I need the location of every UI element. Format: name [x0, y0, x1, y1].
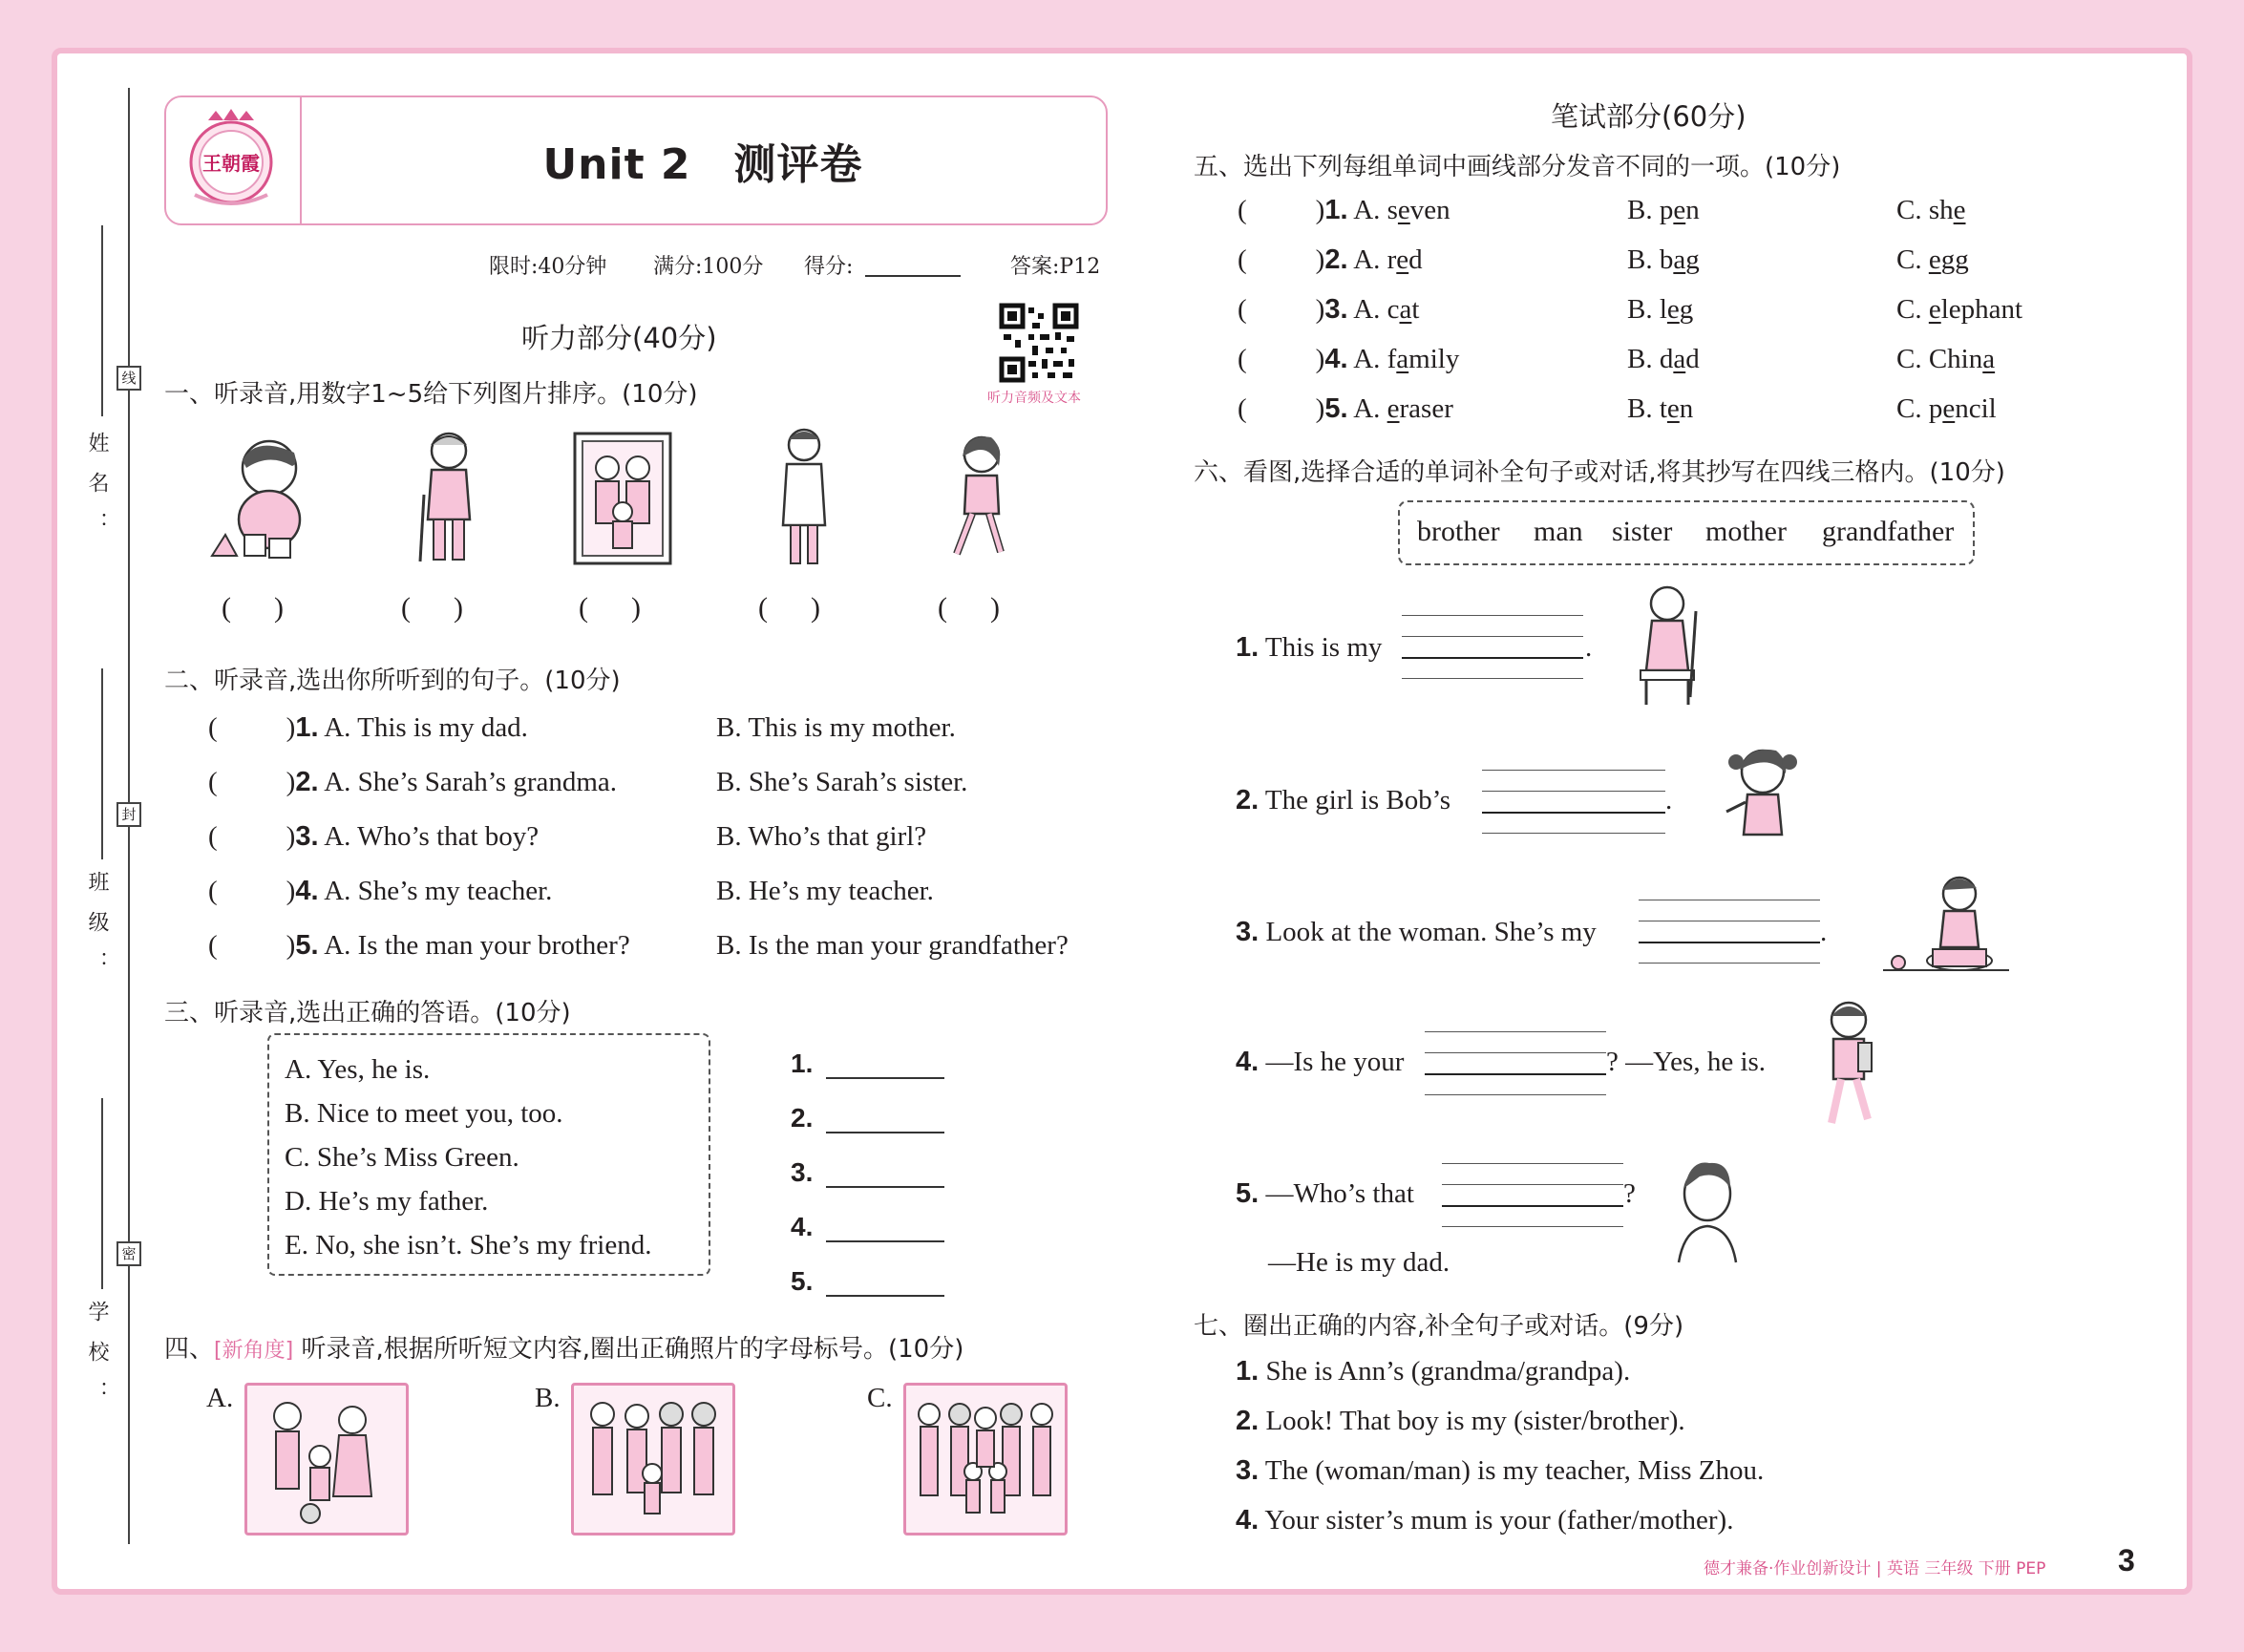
q3-option: C. She’s Miss Green.	[285, 1142, 519, 1173]
cut-mark-line: 线	[116, 366, 141, 391]
q6-writing-lines-1[interactable]	[1402, 615, 1583, 678]
school-label: 学校：	[85, 1301, 109, 1421]
family-of-four-picture	[247, 1386, 406, 1533]
q3-option: E. No, she isn’t. She’s my friend.	[285, 1230, 652, 1260]
q5-item-3-c: C. elephant	[1896, 294, 2023, 325]
q2-option-b: B. Who’s that girl?	[716, 821, 927, 852]
woman-with-cake-picture	[1875, 871, 2013, 993]
q6-item-1: 1. This is my	[1236, 632, 1383, 663]
word-bank-word: sister	[1612, 516, 1673, 547]
boy-with-backpack-picture	[1816, 999, 1883, 1133]
q3-heading: 三、听录音,选出正确的答语。(10分)	[164, 999, 571, 1027]
q6-writing-lines-3[interactable]	[1639, 900, 1820, 963]
q5-item-1-c: C. she	[1896, 195, 1966, 225]
q5-item-4-b: B. dad	[1627, 344, 1700, 374]
photo-a[interactable]	[244, 1383, 409, 1536]
q2-item: ( )3. A. Who’s that boy?	[208, 821, 540, 852]
word-bank-word: mother	[1705, 516, 1787, 547]
header-box	[164, 95, 1108, 225]
photo-b-label: B.	[535, 1383, 561, 1413]
photo-b[interactable]	[571, 1383, 735, 1536]
grandma-picture	[411, 428, 487, 567]
q2-item: ( )2. A. She’s Sarah’s grandma.	[208, 767, 618, 797]
word-bank-word: grandfather	[1822, 516, 1955, 547]
q5-item-5-b: B. ten	[1627, 393, 1694, 424]
q3-option: B. Nice to meet you, too.	[285, 1098, 563, 1129]
writing-section-title: 笔试部分(60分)	[1551, 100, 1747, 133]
class-label: 班级：	[85, 871, 109, 991]
name-label: 姓名：	[85, 432, 109, 552]
q5-item-2-c: C. egg	[1896, 244, 1969, 275]
q2-option-b: B. She’s Sarah’s sister.	[716, 767, 968, 797]
q1-answer-3[interactable]: ( )	[579, 592, 641, 624]
q7-item-2[interactable]: 2. Look! That boy is my (sister/brother).	[1236, 1406, 1685, 1436]
q6-writing-lines-4[interactable]	[1425, 1031, 1606, 1094]
publisher-logo	[187, 107, 275, 214]
word-bank-word: brother	[1417, 516, 1500, 547]
q6-item-5-end: ?	[1623, 1178, 1636, 1209]
score-label: 得分:	[804, 255, 854, 279]
family-of-six-picture	[574, 1386, 732, 1533]
q2-item: ( )5. A. Is the man your brother?	[208, 930, 630, 961]
q3-blank-5[interactable]: 5.	[791, 1266, 944, 1297]
q1-answer-5[interactable]: ( )	[938, 592, 1000, 624]
q5-item-1: ( )1. A. seven	[1238, 195, 1450, 225]
q5-item-2: ( )2. A. red	[1238, 244, 1423, 275]
class-field[interactable]	[101, 668, 103, 859]
q2-heading: 二、听录音,选出你所听到的句子。(10分)	[164, 667, 621, 695]
q5-item-2-b: B. bag	[1627, 244, 1700, 275]
word-bank-box	[1398, 500, 1975, 565]
doctor-man-picture	[775, 426, 833, 569]
q6-item-2: 2. The girl is Bob’s	[1236, 785, 1451, 815]
q6-item-4-end: ? —Yes, he is.	[1606, 1047, 1767, 1077]
q1-answer-4[interactable]: ( )	[758, 592, 820, 624]
q3-blank-3[interactable]: 3.	[791, 1157, 944, 1188]
full-score: 满分:100分	[653, 255, 764, 279]
q4-heading: 四、[新角度] 听录音,根据所听短文内容,圈出正确照片的字母标号。(10分)	[164, 1335, 964, 1364]
q6-heading: 六、看图,选择合适的单词补全句子或对话,将其抄写在四线三格内。(10分)	[1194, 458, 2005, 487]
cut-mark-seal: 封	[116, 802, 141, 827]
q5-item-5-c: C. pencil	[1896, 393, 1997, 424]
new-angle-tag: [新角度]	[214, 1339, 294, 1363]
q5-item-3-b: B. leg	[1627, 294, 1694, 325]
girl-walking-picture	[943, 434, 1016, 563]
family-photo-picture	[573, 432, 672, 565]
q6-item-5-reply: —He is my dad.	[1268, 1247, 1450, 1278]
family-of-seven-picture	[906, 1386, 1065, 1533]
q2-option-b: B. He’s my teacher.	[716, 876, 934, 906]
photo-c-label: C.	[867, 1383, 893, 1413]
q3-blank-4[interactable]: 4.	[791, 1212, 944, 1242]
word-bank-word: man	[1534, 516, 1583, 547]
q3-blank-1[interactable]: 1.	[791, 1048, 944, 1079]
q7-item-3[interactable]: 3. The (woman/man) is my teacher, Miss Zhou.	[1236, 1455, 1765, 1486]
girl-waving-picture	[1719, 743, 1805, 850]
q6-item-3-end: .	[1820, 917, 1828, 947]
q6-item-2-end: .	[1665, 785, 1673, 815]
q1-answer-1[interactable]: ( )	[222, 592, 284, 624]
q6-writing-lines-5[interactable]	[1442, 1163, 1623, 1226]
q2-item: ( )4. A. She’s my teacher.	[208, 876, 553, 906]
footer-series: 德才兼备·作业创新设计 | 英语 三年级 下册 PEP	[1704, 1559, 2046, 1578]
q7-item-4[interactable]: 4. Your sister’s mum is your (father/mother).	[1236, 1505, 1734, 1536]
qr-code-icon[interactable]	[998, 302, 1080, 384]
q5-heading: 五、选出下列每组单词中画线部分发音不同的一项。(10分)	[1194, 153, 1841, 181]
q1-answer-2[interactable]: ( )	[401, 592, 463, 624]
q6-item-5: 5. —Who’s that	[1236, 1178, 1414, 1209]
listening-section-title: 听力部分(40分)	[521, 322, 717, 354]
q6-writing-lines-2[interactable]	[1482, 770, 1665, 833]
name-field[interactable]	[101, 225, 103, 416]
time-limit: 限时:40分钟	[489, 255, 607, 279]
grandfather-with-cane-picture	[1629, 582, 1705, 710]
q5-item-5: ( )5. A. eraser	[1238, 393, 1453, 424]
q1-heading: 一、听录音,用数字1~5给下列图片排序。(10分)	[164, 380, 698, 409]
q6-item-1-end: .	[1585, 632, 1593, 663]
q2-option-b: B. This is my mother.	[716, 712, 956, 743]
q3-option: D. He’s my father.	[285, 1186, 489, 1217]
cut-mark-close: 密	[116, 1241, 141, 1266]
q3-blank-2[interactable]: 2.	[791, 1103, 944, 1133]
q5-item-4: ( )4. A. family	[1238, 344, 1460, 374]
page-number: 3	[2118, 1543, 2135, 1578]
page-title: Unit 2 测评卷	[542, 140, 863, 189]
photo-a-label: A.	[206, 1383, 234, 1413]
svg-text:王朝霞: 王朝霞	[202, 152, 260, 175]
q3-option: A. Yes, he is.	[285, 1054, 431, 1085]
q2-option-b: B. Is the man your grandfather?	[716, 930, 1069, 961]
q2-item: ( )1. A. This is my dad.	[208, 712, 528, 743]
q6-item-4: 4. —Is he your	[1236, 1047, 1405, 1077]
school-field[interactable]	[101, 1098, 103, 1289]
dad-portrait-picture	[1671, 1155, 1744, 1266]
score-field[interactable]	[865, 275, 961, 277]
answer-ref: 答案:P12	[1010, 255, 1101, 279]
q5-item-4-c: C. China	[1896, 344, 1996, 374]
q6-item-3: 3. Look at the woman. She’s my	[1236, 917, 1597, 947]
q7-item-1[interactable]: 1. She is Ann’s (grandma/grandpa).	[1236, 1356, 1631, 1387]
q5-item-3: ( )3. A. cat	[1238, 294, 1420, 325]
q7-heading: 七、圈出正确的内容,补全句子或对话。(9分)	[1194, 1312, 1684, 1341]
baby-with-blocks-picture	[202, 432, 327, 563]
q5-item-1-b: B. pen	[1627, 195, 1700, 225]
qr-caption: 听力音频及文本	[987, 391, 1081, 406]
photo-c[interactable]	[903, 1383, 1068, 1536]
